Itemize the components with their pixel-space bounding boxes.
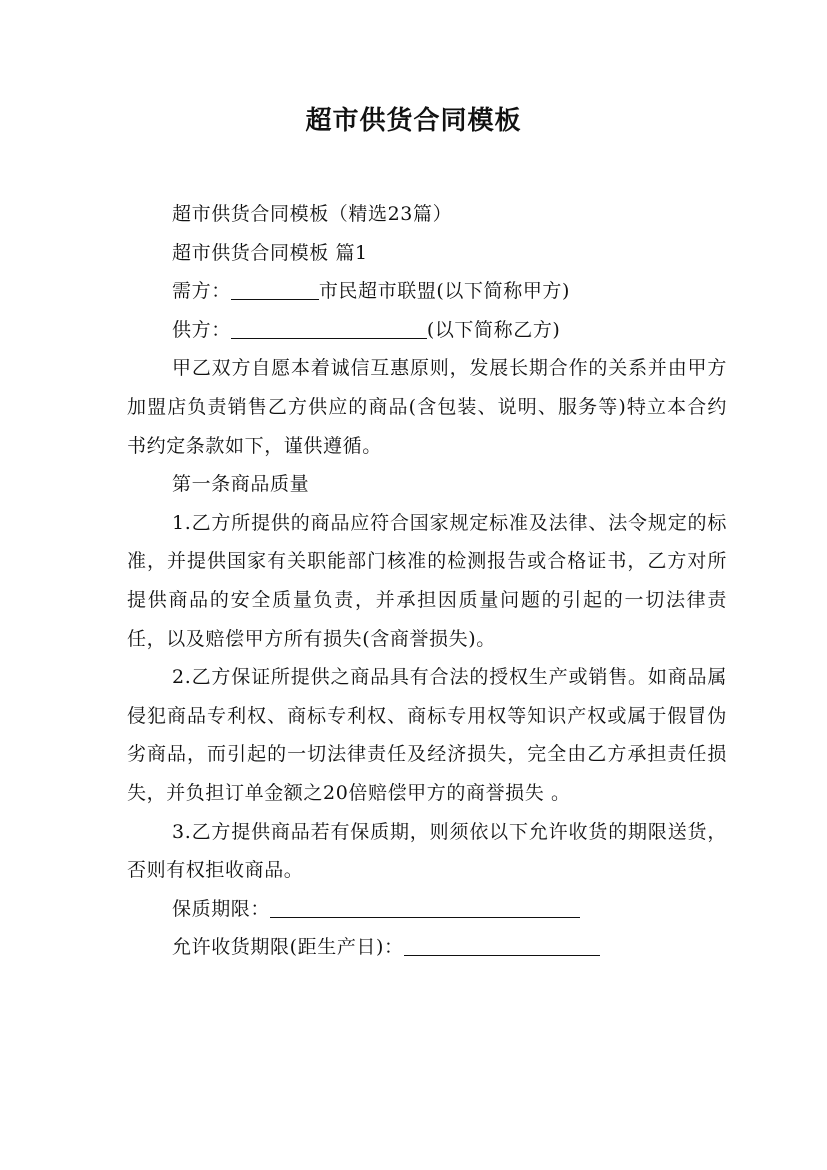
section-heading: 超市供货合同模板 篇1 <box>172 241 368 264</box>
buyer-blank <box>231 280 319 300</box>
article-1-heading: 第一条商品质量 <box>172 473 310 496</box>
buyer-label: 需方： <box>172 280 231 303</box>
document-title: 超市供货合同模板 <box>305 106 522 136</box>
supplier-suffix: (以下简称乙方) <box>426 318 561 341</box>
supplier-line <box>127 311 727 350</box>
buyer-name: 市民超市联盟(以下简称甲方) <box>318 280 571 303</box>
receiving-period-label: 允许收货期限(距生产日)： <box>172 936 404 959</box>
shelf-life-blank <box>270 898 580 918</box>
receiving-period-blank <box>404 936 600 956</box>
supplier-label: 供方： <box>172 318 231 341</box>
clause-2: 2.乙方保证所提供之商品具有合法的授权生产或销售。如商品属侵犯商品专利权、商标专利权、商标专用权等知识产权或属于假冒伪劣商品，而引起的一切法律责任及经济损失，完全由乙方承担责任损失，并负担订单金额之20倍赔偿甲方的商誉损失 。 <box>127 666 727 804</box>
intro-paragraph: 甲乙双方自愿本着诚信互惠原则，发展长期合作的关系并由甲方加盟店负责销售乙方供应的商品(含包装、说明、服务等)特立本合约书约定条款如下，谨供遵循。 <box>127 357 727 457</box>
shelf-life-label: 保质期限： <box>172 897 271 920</box>
clause-1: 1.乙方所提供的商品应符合国家规定标准及法律、法令规定的标准，并提供国家有关职能部门核准的检测报告或合格证书，乙方对所提供商品的安全质量负责，并承担因质量问题的引起的一切法律责任，以及赔偿甲方所有损失(含商誉损失)。 <box>127 511 727 650</box>
receiving-period-line <box>127 928 727 967</box>
document-body <box>127 195 727 967</box>
document-subtitle: 超市供货合同模板（精选23篇） <box>172 203 453 225</box>
shelf-life-line <box>127 890 727 929</box>
clause-3: 3.乙方提供商品若有保质期，则须依以下允许收货的期限送货，否则有权拒收商品。 <box>127 820 727 882</box>
buyer-line <box>127 272 727 311</box>
supplier-blank <box>231 319 427 339</box>
